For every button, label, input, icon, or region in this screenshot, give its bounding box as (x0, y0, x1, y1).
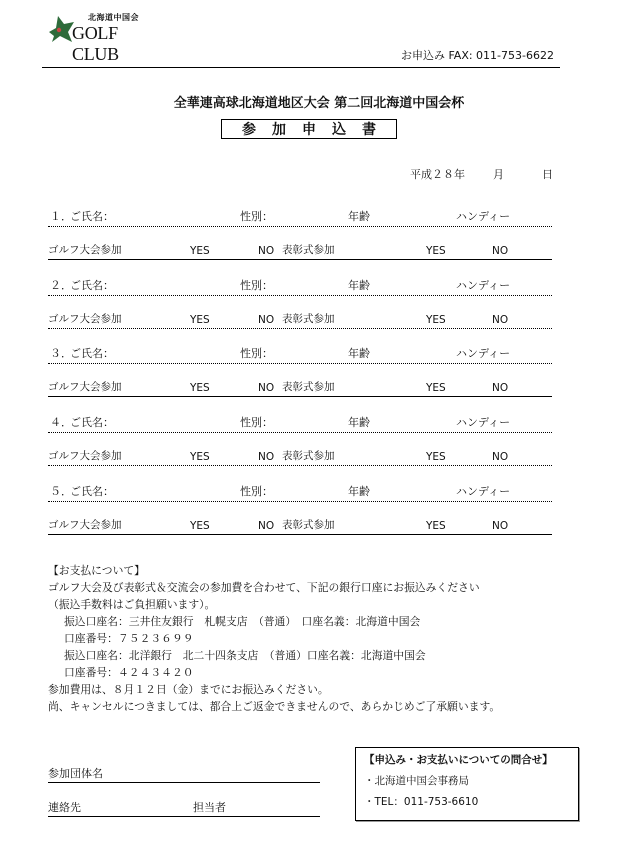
entry-name-row[interactable] (48, 279, 552, 296)
ceremony-participation-label: 表彰式参加 (282, 312, 335, 325)
cancellation-notice: 尚、キャンセルにつきましては、都合上ご返金できませんので、あらかじめご了承願います。 (48, 700, 501, 713)
contact-field[interactable] (48, 800, 320, 817)
group-name-field[interactable] (48, 766, 320, 783)
entry-participation-row[interactable] (48, 449, 552, 466)
entry-participation-row[interactable] (48, 518, 552, 535)
handicap-label: ハンディー (456, 278, 511, 292)
age-label: 年齢 (348, 484, 370, 498)
name-label: ご氏名： (70, 210, 114, 223)
entry-name-row[interactable] (48, 347, 552, 364)
ceremony-no-option[interactable]: NO (492, 245, 509, 257)
golf-participation-label: ゴルフ大会参加 (48, 518, 122, 531)
ceremony-yes-option[interactable]: YES (426, 519, 446, 532)
bank-account-2: 振込口座名：北洋銀行 北二十四条支店 （普通）口座名義：北海道中国会 (64, 649, 426, 662)
handicap-label: ハンディー (456, 416, 511, 430)
ceremony-participation-label: 表彰式参加 (282, 450, 335, 463)
entry-name-row[interactable] (48, 210, 552, 227)
golf-participation-label: ゴルフ大会参加 (48, 381, 122, 394)
ceremony-participation-label: 表彰式参加 (282, 244, 335, 256)
ceremony-no-option[interactable]: NO (492, 519, 509, 532)
entry-name-row[interactable] (48, 416, 552, 433)
gender-label: 性別： (240, 278, 273, 292)
date-year: 平成２８年 (410, 168, 465, 181)
account-number-1: 口座番号：７５２３６９９ (64, 632, 194, 645)
payment-deadline: 参加費用は、８月１２日（金）までにお振込みください。 (48, 683, 329, 696)
golf-yes-option[interactable]: YES (190, 245, 210, 257)
gender-label: 性別： (240, 484, 273, 498)
age-label: 年齢 (348, 347, 370, 361)
date-month: 月 (493, 168, 504, 181)
golf-no-option[interactable]: NO (258, 519, 275, 532)
contact-label: 連絡先 (48, 801, 81, 814)
name-label: ご氏名： (70, 484, 114, 498)
entry-participation-row[interactable] (48, 380, 552, 397)
ceremony-participation-label: 表彰式参加 (282, 518, 335, 531)
name-label: ご氏名： (70, 278, 114, 292)
name-label: ご氏名： (70, 347, 114, 361)
entry-participation-row[interactable] (48, 312, 552, 329)
ceremony-yes-option[interactable]: YES (426, 313, 446, 326)
inquiry-tel: ・TEL：011-753-6610 (364, 796, 479, 808)
payment-line1: ゴルフ大会及び表彰式＆交流会の参加費を合わせて、下記の銀行口座にお振込みください (48, 581, 480, 594)
ceremony-no-option[interactable]: NO (492, 313, 509, 326)
golf-yes-option[interactable]: YES (190, 451, 210, 464)
handicap-label: ハンディー (456, 210, 511, 223)
inquiry-title: 【申込み・お支払いについての問合せ】 (364, 754, 553, 766)
entry-name-row[interactable] (48, 485, 552, 502)
ceremony-yes-option[interactable]: YES (426, 245, 446, 257)
payment-section (48, 562, 500, 715)
golf-yes-option[interactable]: YES (190, 519, 210, 532)
entry-number: １． (50, 210, 72, 223)
age-label: 年齢 (348, 210, 370, 223)
age-label: 年齢 (348, 278, 370, 292)
entry-number: ４． (50, 416, 72, 430)
golf-no-option[interactable]: NO (258, 245, 275, 257)
entry-number: ３． (50, 347, 72, 361)
ceremony-participation-label: 表彰式参加 (282, 381, 335, 394)
logo-english-text: GOLF CLUB (72, 23, 119, 64)
entry-number: ５． (50, 484, 72, 498)
golf-participation-label: ゴルフ大会参加 (48, 450, 122, 463)
gender-label: 性別： (240, 347, 273, 361)
age-label: 年齢 (348, 416, 370, 430)
ceremony-yes-option[interactable]: YES (426, 451, 446, 464)
name-label: ご氏名： (70, 416, 114, 430)
date-day: 日 (542, 168, 553, 181)
person-in-charge-label: 担当者 (193, 801, 226, 814)
ceremony-yes-option[interactable]: YES (426, 382, 446, 395)
logo-japanese-text: 北海道中国会 (88, 12, 139, 22)
golf-yes-option[interactable]: YES (190, 313, 210, 326)
header-divider (42, 67, 560, 68)
golf-no-option[interactable]: NO (258, 313, 275, 326)
handicap-label: ハンディー (456, 347, 511, 361)
gender-label: 性別： (240, 210, 273, 223)
payment-line2: （振込手数料はご負担願います）。 (48, 598, 216, 611)
golf-participation-label: ゴルフ大会参加 (48, 244, 122, 256)
golf-yes-option[interactable]: YES (190, 382, 210, 395)
entry-participation-row[interactable] (48, 243, 552, 260)
group-name-label: 参加団体名 (48, 767, 103, 780)
form-title: 参加申込書 (221, 119, 397, 139)
payment-heading: 【お支払について】 (48, 564, 145, 577)
ceremony-no-option[interactable]: NO (492, 382, 509, 395)
golf-no-option[interactable]: NO (258, 382, 275, 395)
handicap-label: ハンディー (456, 484, 511, 498)
ceremony-no-option[interactable]: NO (492, 451, 509, 464)
account-number-2: 口座番号：４２４３４２０ (64, 666, 194, 679)
fax-number: お申込み FAX: 011-753-6622 (400, 49, 554, 62)
entry-number: ２． (50, 278, 72, 292)
golf-no-option[interactable]: NO (258, 451, 275, 464)
golf-club-logo (46, 12, 156, 64)
golf-participation-label: ゴルフ大会参加 (48, 312, 122, 325)
bank-account-1: 振込口座名：三井住友銀行 札幌支店 （普通） 口座名義：北海道中国会 (64, 615, 421, 628)
inquiry-office: ・北海道中国会事務局 (364, 775, 469, 787)
event-heading: 全華連高球北海道地区大会 第二回北海道中国会杯 (173, 96, 465, 111)
gender-label: 性別： (240, 416, 273, 430)
inquiry-box (355, 747, 579, 821)
